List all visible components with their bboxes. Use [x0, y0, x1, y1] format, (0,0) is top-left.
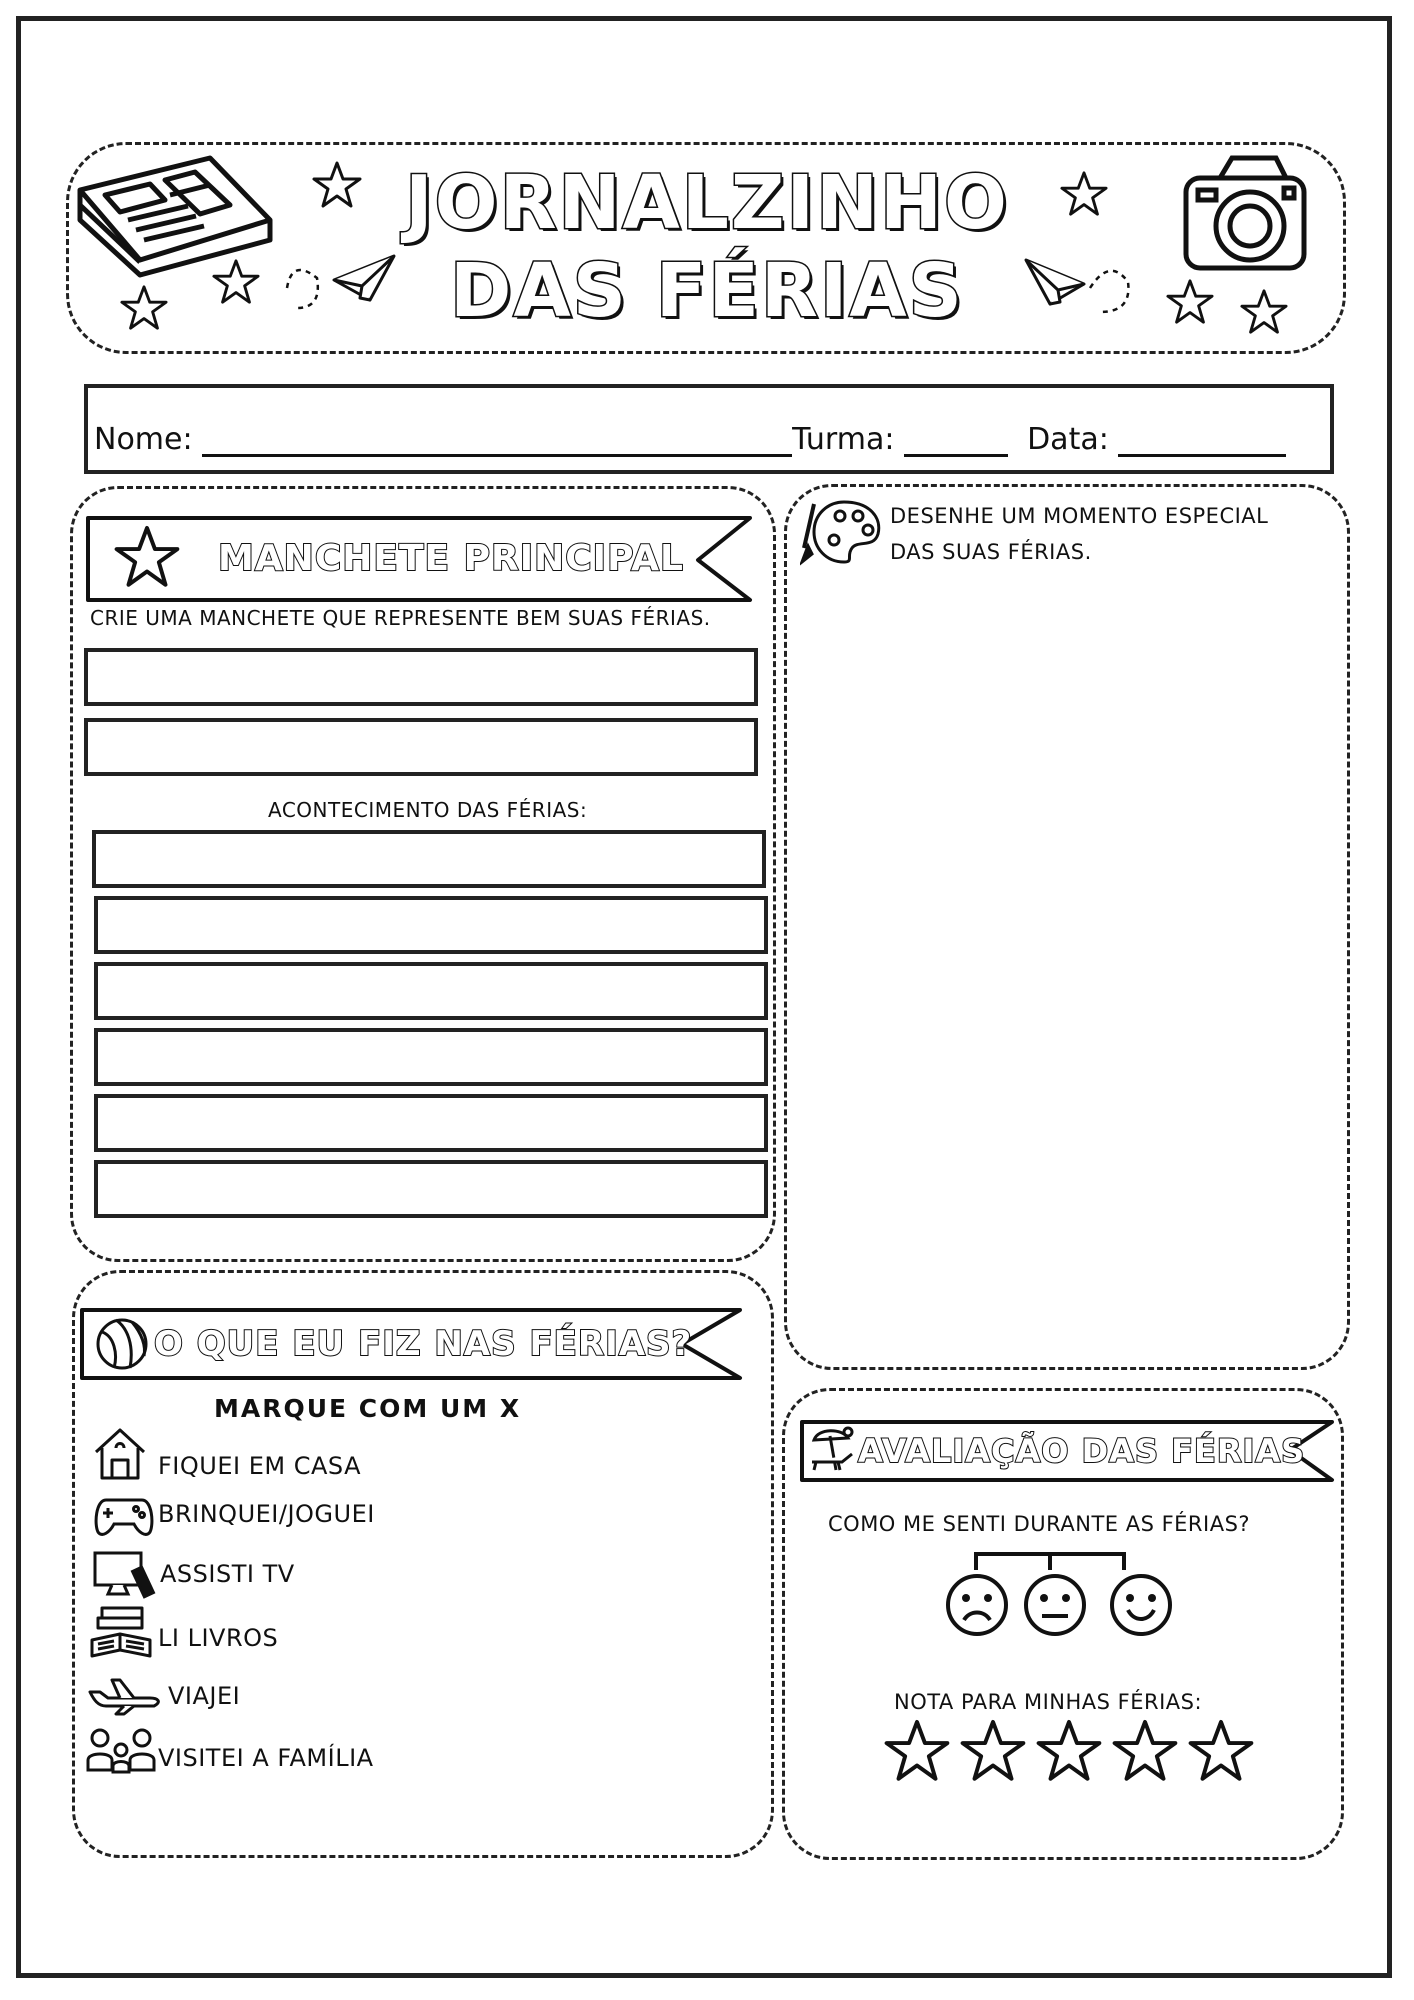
activities-title: O QUE EU FIZ NAS FÉRIAS? — [154, 1324, 693, 1364]
headline-title: MANCHETE PRINCIPAL — [218, 538, 684, 579]
drawing-instruction-line2: DAS SUAS FÉRIAS. — [890, 540, 1092, 564]
airplane-icon[interactable] — [86, 1676, 164, 1716]
activity-label-travel: VIAJEI — [168, 1682, 241, 1710]
happy-face-icon[interactable] — [1108, 1572, 1174, 1638]
rating-star-2-icon[interactable] — [960, 1718, 1026, 1784]
palette-icon — [800, 496, 884, 566]
tv-icon[interactable] — [92, 1550, 158, 1600]
event-line-5[interactable] — [94, 1094, 768, 1152]
sad-face-icon[interactable] — [944, 1572, 1010, 1638]
drawing-instruction-line1: DESENHE UM MOMENTO ESPECIAL — [890, 504, 1269, 528]
feeling-question: COMO ME SENTI DURANTE AS FÉRIAS? — [828, 1512, 1251, 1536]
event-line-6[interactable] — [94, 1160, 768, 1218]
event-line-2[interactable] — [94, 896, 768, 954]
rating-star-5-icon[interactable] — [1188, 1718, 1254, 1784]
date-label: Data: — [1027, 422, 1109, 457]
evaluation-title: AVALIAÇÃO DAS FÉRIAS — [858, 1432, 1306, 1470]
event-label: ACONTECIMENTO DAS FÉRIAS: — [268, 798, 588, 822]
name-label: Nome: — [94, 422, 193, 457]
family-icon[interactable] — [86, 1726, 158, 1774]
name-field[interactable] — [202, 424, 792, 457]
star-icon — [114, 524, 180, 590]
rating-star-4-icon[interactable] — [1112, 1718, 1178, 1784]
activity-label-tv: ASSISTI TV — [160, 1560, 295, 1588]
beach-chair-icon — [808, 1424, 856, 1474]
headline-instruction: CRIE UMA MANCHETE QUE REPRESENTE BEM SUAS FÉRIAS. — [90, 606, 711, 630]
date-field[interactable] — [1118, 424, 1286, 457]
gamepad-icon[interactable] — [92, 1494, 156, 1538]
event-line-4[interactable] — [94, 1028, 768, 1086]
rating-label: NOTA PARA MINHAS FÉRIAS: — [894, 1690, 1203, 1714]
house-icon[interactable] — [92, 1426, 148, 1482]
activity-label-books: LI LIVROS — [158, 1624, 279, 1652]
drawing-section[interactable] — [784, 484, 1350, 1370]
headline-line-2[interactable] — [84, 718, 758, 776]
page-title-line1: JORNALZINHO — [405, 160, 1009, 246]
activity-label-home: FIQUEI EM CASA — [158, 1452, 361, 1480]
page-title-line2: DAS FÉRIAS — [450, 248, 964, 334]
rating-star-3-icon[interactable] — [1036, 1718, 1102, 1784]
event-line-1[interactable] — [92, 830, 766, 888]
activity-label-family: VISITEI A FAMÍLIA — [158, 1744, 374, 1772]
student-info-box — [84, 384, 1334, 474]
event-line-3[interactable] — [94, 962, 768, 1020]
books-icon[interactable] — [88, 1604, 154, 1662]
headline-line-1[interactable] — [84, 648, 758, 706]
beach-ball-icon — [94, 1316, 150, 1372]
class-label: Turma: — [792, 422, 895, 457]
rating-star-1-icon[interactable] — [884, 1718, 950, 1784]
neutral-face-icon[interactable] — [1022, 1572, 1088, 1638]
activities-instruction: MARQUE COM UM X — [214, 1394, 522, 1423]
activity-label-play: BRINQUEI/JOGUEI — [158, 1500, 375, 1528]
class-field[interactable] — [904, 424, 1008, 457]
